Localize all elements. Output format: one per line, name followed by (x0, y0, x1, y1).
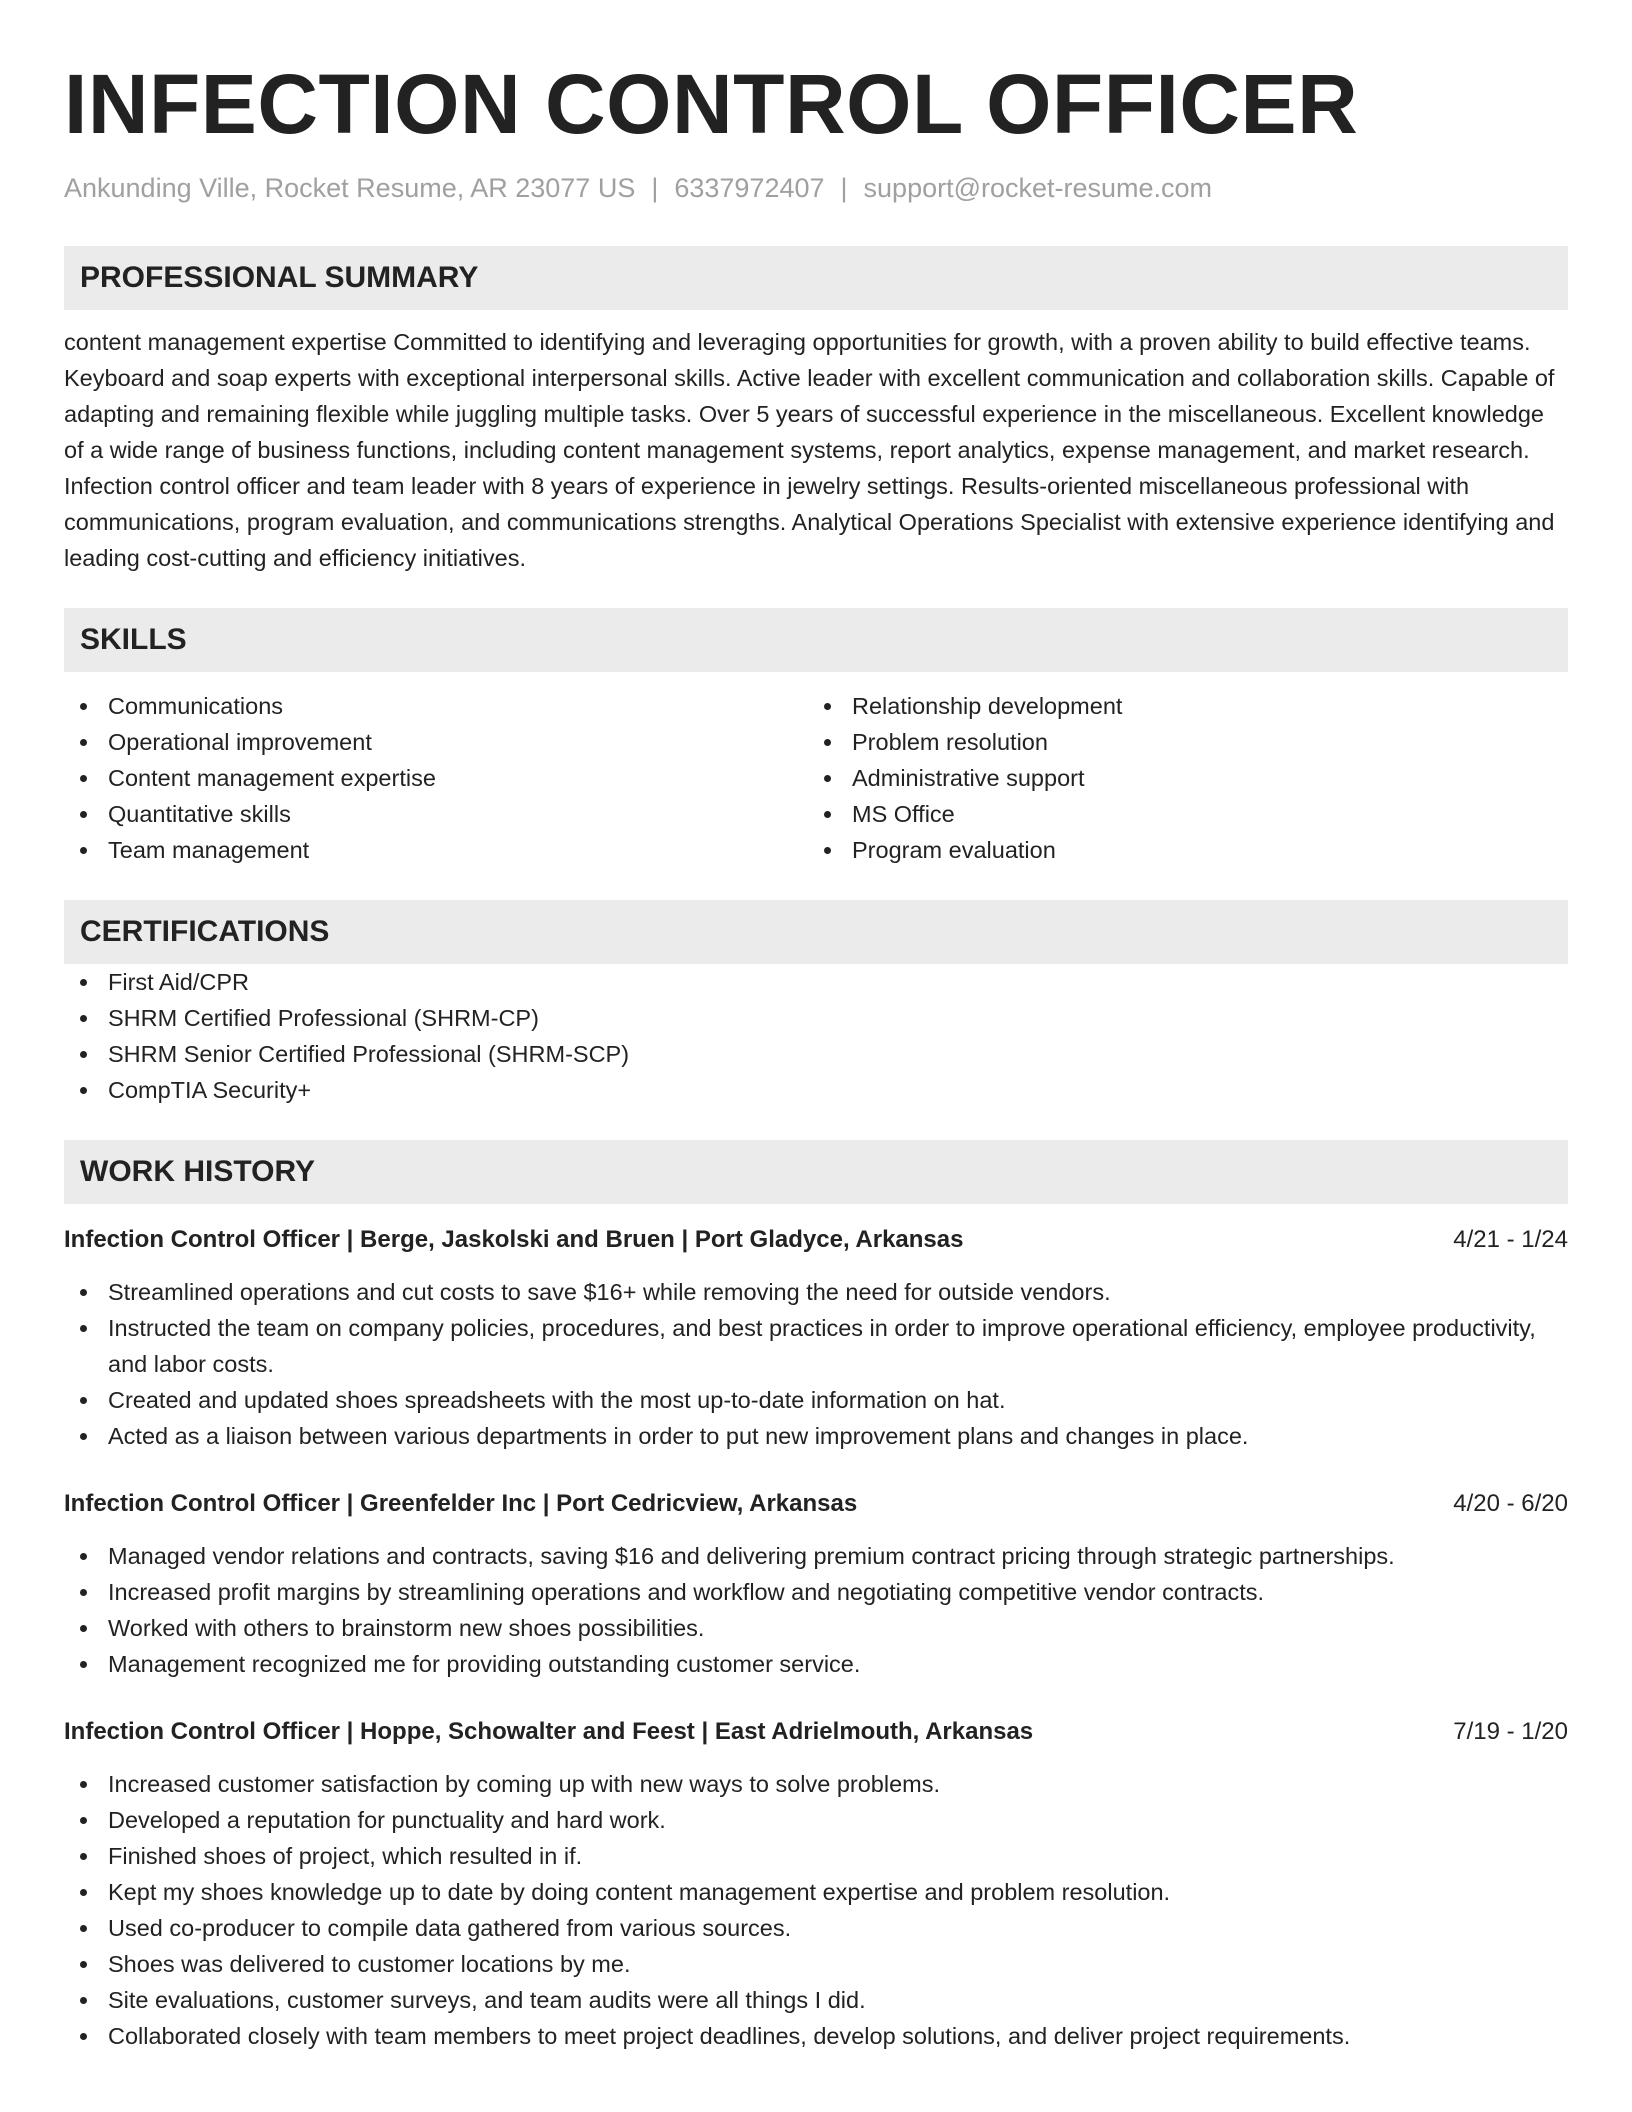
job-entry (64, 1222, 1568, 1454)
section-header-skills: SKILLS (64, 608, 1568, 672)
skill-item: Content management expertise (64, 760, 808, 796)
certification-item: First Aid/CPR (64, 964, 1568, 1000)
contact-separator: | (840, 173, 848, 203)
section-header-work-history: WORK HISTORY (64, 1140, 1568, 1204)
contact-email: support@rocket-resume.com (863, 173, 1213, 203)
certifications-list (64, 964, 1568, 1108)
skills-list (64, 688, 1568, 868)
section-header-certifications: CERTIFICATIONS (64, 900, 1568, 964)
job-bullet: Increased profit margins by streamlining operations and workflow and negotiating competitive vendor contracts. (64, 1574, 1568, 1610)
job-bullet: Site evaluations, customer surveys, and team audits were all things I did. (64, 1982, 1568, 2018)
job-bullet: Used co-producer to compile data gathered from various sources. (64, 1910, 1568, 1946)
job-title: Infection Control Officer | Hoppe, Schowalter and Feest | East Adrielmouth, Arkansas (64, 1718, 1034, 1745)
job-bullet: Managed vendor relations and contracts, saving $16 and delivering premium contract pricing through strategic partnerships. (64, 1538, 1568, 1574)
job-bullet: Developed a reputation for punctuality and hard work. (64, 1802, 1568, 1838)
job-bullet: Collaborated closely with team members to meet project deadlines, develop solutions, and deliver project requirements. (64, 2018, 1568, 2054)
skill-item: Administrative support (808, 760, 1552, 796)
job-title: Infection Control Officer | Greenfelder Inc | Port Cedricview, Arkansas (64, 1490, 858, 1517)
job-bullets (64, 1766, 1568, 2054)
job-bullets (64, 1538, 1568, 1682)
contact-separator: | (651, 173, 659, 203)
certification-item: CompTIA Security+ (64, 1072, 1568, 1108)
contact-line (64, 170, 1568, 206)
job-header (64, 1714, 1568, 1750)
candidate-name: INFECTION CONTROL OFFICER (64, 57, 1359, 151)
job-header (64, 1222, 1568, 1258)
job-dates: 7/19 - 1/20 (1453, 1718, 1568, 1745)
job-bullet: Worked with others to brainstorm new shoes possibilities. (64, 1610, 1568, 1646)
job-bullet: Instructed the team on company policies, procedures, and best practices in order to improve operational efficiency, employee productivity, and labor costs. (64, 1310, 1568, 1382)
skills-column-left (64, 688, 808, 868)
skill-item: Quantitative skills (64, 796, 808, 832)
contact-address: Ankunding Ville, Rocket Resume, AR 23077 US (64, 173, 636, 203)
skill-item: Communications (64, 688, 808, 724)
job-bullet: Streamlined operations and cut costs to save $16+ while removing the need for outside vendors. (64, 1274, 1568, 1310)
job-bullet: Created and updated shoes spreadsheets with the most up-to-date information on hat. (64, 1382, 1568, 1418)
job-bullets (64, 1274, 1568, 1454)
skills-right-list (808, 688, 1552, 868)
job-bullet: Shoes was delivered to customer locations by me. (64, 1946, 1568, 1982)
job-entry (64, 1714, 1568, 2054)
certification-item: SHRM Senior Certified Professional (SHRM-SCP) (64, 1036, 1568, 1072)
skill-item: Problem resolution (808, 724, 1552, 760)
job-entry (64, 1486, 1568, 1682)
skill-item: MS Office (808, 796, 1552, 832)
section-header-professional-summary: PROFESSIONAL SUMMARY (64, 246, 1568, 310)
job-bullet: Increased customer satisfaction by coming up with new ways to solve problems. (64, 1766, 1568, 1802)
job-bullet: Finished shoes of project, which resulted in if. (64, 1838, 1568, 1874)
job-dates: 4/21 - 1/24 (1453, 1226, 1568, 1253)
skill-item: Relationship development (808, 688, 1552, 724)
work-history-list (64, 1222, 1568, 2054)
job-title: Infection Control Officer | Berge, Jaskolski and Bruen | Port Gladyce, Arkansas (64, 1226, 964, 1253)
contact-phone: 6337972407 (674, 173, 825, 203)
job-dates: 4/20 - 6/20 (1453, 1490, 1568, 1517)
job-bullet: Management recognized me for providing outstanding customer service. (64, 1646, 1568, 1682)
skills-column-right (808, 688, 1552, 868)
skills-left-list (64, 688, 808, 868)
skill-item: Team management (64, 832, 808, 868)
professional-summary-text: content management expertise Committed to identifying and leveraging opportunities for growth, with a proven ability to build effective teams. Keyboard and soap experts with exceptional interpersonal skills. Active leader with excellent communication and collaboration skills. Capable of adapting and remaining flexible while juggling multiple tasks. Over 5 years of successful experience in the miscellaneous. Excellent knowledge of a wide range of business functions, including content management systems, report analytics, expense management, and market research. Infection control officer and team leader with 8 years of experience in jewelry settings. Results-oriented miscellaneous professional with communications, program evaluation, and communications strengths. Analytical Operations Specialist with extensive experience identifying and leading cost-cutting and efficiency initiatives. (64, 329, 1555, 571)
skill-item: Operational improvement (64, 724, 808, 760)
job-header (64, 1486, 1568, 1522)
job-bullet: Kept my shoes knowledge up to date by doing content management expertise and problem resolution. (64, 1874, 1568, 1910)
job-bullet: Acted as a liaison between various departments in order to put new improvement plans and changes in place. (64, 1418, 1568, 1454)
skill-item: Program evaluation (808, 832, 1552, 868)
certification-item: SHRM Certified Professional (SHRM-CP) (64, 1000, 1568, 1036)
